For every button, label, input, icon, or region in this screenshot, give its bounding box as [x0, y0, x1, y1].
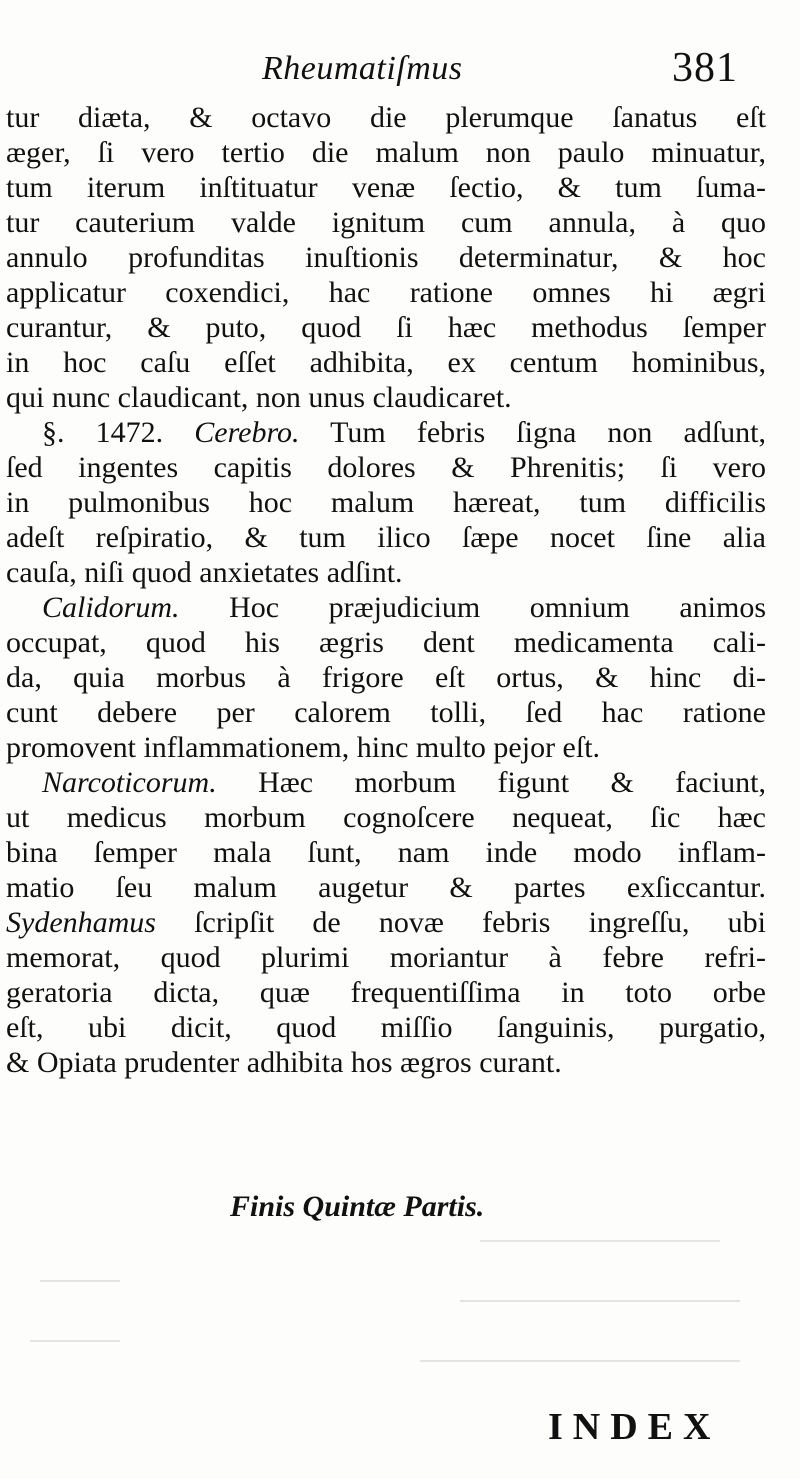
- text-line: tum iterum inſtituatur venæ ſectio, & tum ſuma-: [6, 171, 766, 204]
- body-text: [6, 100, 766, 1080]
- text-run: Hoc præjudicium omnium animos: [229, 591, 766, 624]
- paragraph-start: [6, 765, 766, 800]
- text-line: æger, ſi vero tertio die malum non paulo minuatur,: [6, 136, 766, 169]
- keyword-calidorum: Calidorum.: [42, 591, 180, 624]
- keyword-cerebro: Cerebro.: [194, 416, 300, 449]
- author-name: Sydenhamus: [6, 906, 156, 939]
- show-through-rule: [460, 1300, 740, 1302]
- text-line: annulo profunditas inuſtionis determinatur, & hoc: [6, 241, 766, 274]
- text-line: matio ſeu malum augetur & partes exſiccantur.: [6, 871, 766, 904]
- text-run: ſcripſit de novæ febris ingreſſu, ubi: [194, 906, 767, 939]
- text-line: qui nunc claudicant, non unus claudicaret.: [6, 381, 512, 414]
- show-through-rule: [30, 1340, 120, 1342]
- text-line: cauſa, niſi quod anxietates adſint.: [6, 556, 403, 589]
- keyword-narcoticorum: Narcoticorum.: [42, 766, 217, 799]
- paragraph-start: [6, 590, 766, 625]
- text-line: tur diæta, & octavo die plerumque ſanatus eſt: [6, 101, 766, 134]
- page-number: 381: [672, 45, 738, 91]
- text-line: tur cauterium valde ignitum cum annula, à quo: [6, 206, 766, 239]
- finis-line: Finis Quintæ Partis.: [230, 1190, 485, 1223]
- text-line: da, quia morbus à frigore eſt ortus, & hinc di-: [6, 661, 766, 694]
- section-number: §. 1472.: [42, 416, 164, 449]
- text-line: memorat, quod plurimi moriantur à febre refri-: [6, 941, 766, 974]
- catchword: INDEX: [548, 1406, 721, 1448]
- show-through-rule: [40, 1280, 120, 1282]
- paragraph-start: [6, 415, 766, 450]
- text-line: occupat, quod his ægris dent medicamenta cali-: [6, 626, 766, 659]
- page-header: [0, 40, 800, 100]
- text-line: in pulmonibus hoc malum hæreat, tum difficilis: [6, 486, 766, 519]
- text-run: Hæc morbum figunt & faciunt,: [258, 766, 767, 799]
- text-line: & Opiata prudenter adhibita hos ægros curant.: [6, 1046, 562, 1079]
- text-line: [6, 905, 766, 940]
- text-line: cunt debere per calorem tolli, ſed hac ratione: [6, 696, 766, 729]
- text-line: in hoc caſu eſſet adhibita, ex centum hominibus,: [6, 346, 766, 379]
- text-line: ſed ingentes capitis dolores & Phrenitis; ſi vero: [6, 451, 766, 484]
- text-line: geratoria dicta, quæ frequentiſſima in toto orbe: [6, 976, 766, 1009]
- show-through-rule: [480, 1240, 720, 1242]
- show-through-rule: [420, 1360, 740, 1362]
- text-line: curantur, & puto, quod ſi hæc methodus ſemper: [6, 311, 766, 344]
- text-line: adeſt reſpiratio, & tum ilico ſæpe nocet ſine alia: [6, 521, 766, 554]
- text-line: promovent inflammationem, hinc multo pejor eſt.: [6, 731, 601, 764]
- text-line: eſt, ubi dicit, quod miſſio ſanguinis, purgatio,: [6, 1011, 766, 1044]
- running-title: Rheumatiſmus: [262, 50, 463, 87]
- text-line: bina ſemper mala ſunt, nam inde modo inflam-: [6, 836, 766, 869]
- text-line: applicatur coxendici, hac ratione omnes hi ægri: [6, 276, 766, 309]
- text-run: Tum febris ſigna non adſunt,: [330, 416, 766, 449]
- text-line: ut medicus morbum cognoſcere nequeat, ſic hæc: [6, 801, 766, 834]
